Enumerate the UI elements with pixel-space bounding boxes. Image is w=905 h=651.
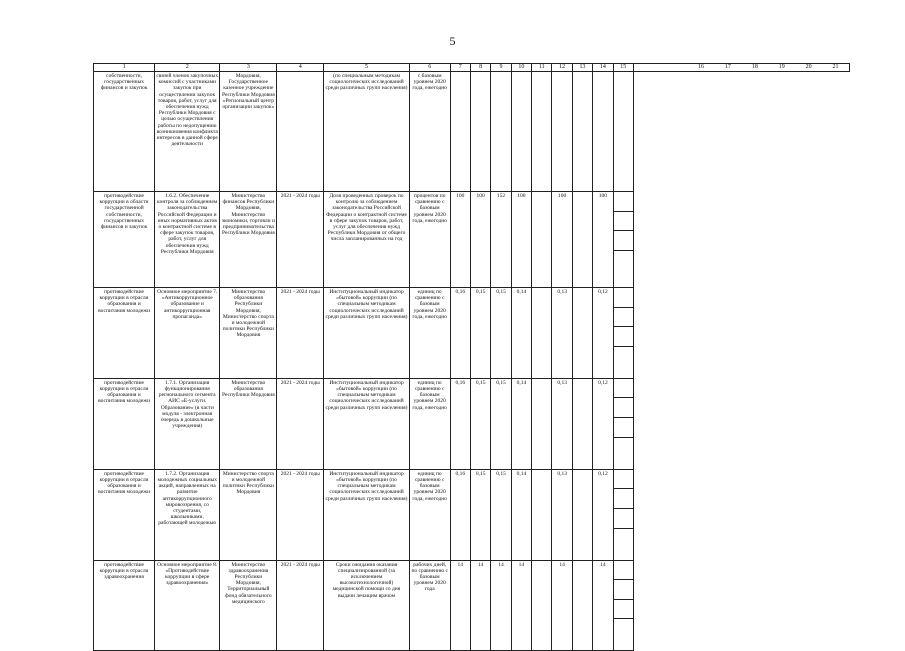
indicator-value xyxy=(511,72,531,192)
finance-cell xyxy=(613,192,633,288)
column-header: 4 xyxy=(277,64,324,72)
column-header: 19 xyxy=(778,64,785,70)
finance-table xyxy=(614,379,634,469)
column-header: 14 xyxy=(593,64,613,72)
cell-c4: 2021 - 2024 годы xyxy=(277,288,324,379)
indicator-value xyxy=(593,72,613,192)
indicator-value: 0,14 xyxy=(511,378,531,469)
finance-table xyxy=(614,561,634,651)
indicator-value: 100 xyxy=(552,192,572,288)
cell-c1: противодействие коррупции в области государственной собственности, государственных финансов и закупок xyxy=(94,192,155,288)
indicator-value xyxy=(572,378,592,469)
indicator-value: 0,14 xyxy=(511,469,531,560)
finance-row xyxy=(614,489,634,509)
indicator-value: 0,14 xyxy=(511,288,531,379)
indicator-value: 0,13 xyxy=(552,378,572,469)
cell-c2: Основное мероприятие 8. «Противодействие коррупции в сфере здравоохранения» xyxy=(155,560,220,651)
cell-c5: (по специальным методикам социологических исследований среди различных групп населения) xyxy=(324,72,410,192)
cell-c6: единиц по сравнению с базовым уровнем 2020 года, ежегодно xyxy=(409,469,450,560)
cell-c4 xyxy=(277,72,324,192)
finance-row xyxy=(614,508,634,528)
finance-table xyxy=(614,288,634,378)
indicator-value: 0,12 xyxy=(593,288,613,379)
indicator-value: 100 xyxy=(511,192,531,288)
cell-c2: 1.7.2. Организация молодежных социальных акций, направленных на развитие антикоррупционного мировоззрения, со студентами, школьниками, работающей молодежью xyxy=(155,469,220,560)
indicator-value: 0,12 xyxy=(593,378,613,469)
cell-c3: Министерство спорта и молодежной политики Республики Мордовия xyxy=(220,469,277,560)
indicator-value: 100 xyxy=(450,192,470,288)
column-header: 18 xyxy=(751,64,758,70)
finance-cell xyxy=(613,288,633,379)
indicator-value xyxy=(572,192,592,288)
indicator-value: 14 xyxy=(491,560,511,651)
column-header: 13 xyxy=(572,64,592,72)
column-header: 2 xyxy=(155,64,220,72)
indicator-value: 14 xyxy=(450,560,470,651)
indicator-value xyxy=(532,378,552,469)
cell-c6: с базовым уровнем 2020 года, ежегодно xyxy=(409,72,450,192)
indicator-value xyxy=(470,72,490,192)
column-header: 10 xyxy=(511,64,531,72)
indicator-value: 152 xyxy=(491,192,511,288)
finance-cell xyxy=(613,560,633,651)
finance-row xyxy=(614,580,634,600)
cell-c4: 2021 - 2024 годы xyxy=(277,192,324,288)
cell-c6: единиц по сравнению с базовым уровнем 2020 года, ежегодно xyxy=(409,378,450,469)
finance-row xyxy=(614,561,634,580)
finance-row xyxy=(614,288,634,307)
cell-c2: Основное мероприятие 7. «Антикоррупционное образование и антикоррупционная пропаганда» xyxy=(155,288,220,379)
cell-c2: 1.6.2. Обеспечение контроля за соблюдением законодательства Российской Федерации и иных нормативных актов о контрактной системе в сфере закупок товаров, работ, услуг для обеспечения нужд Республики Мордовия xyxy=(155,192,220,288)
finance-header-cell xyxy=(633,64,849,72)
column-header: 16 xyxy=(698,64,704,70)
cell-c2: связей членов закупочных комиссий с участниками закупок при осуществлении закупок товаров, работ, услуг для обеспечения нужд Республики Мордовия с целью осуществления работы по недопущению возникновения конфликта интересов в данной сфере деятельности xyxy=(155,72,220,192)
indicator-value: 14 xyxy=(470,560,490,651)
cell-c6: рабочих дней, по сравнению с базовым уровнем 2020 года xyxy=(409,560,450,651)
finance-cell xyxy=(613,72,633,192)
indicator-value: 0,13 xyxy=(552,288,572,379)
indicator-value: 100 xyxy=(593,192,613,288)
indicator-value xyxy=(532,560,552,651)
finance-row xyxy=(614,528,634,560)
indicator-value xyxy=(572,72,592,192)
finance-row xyxy=(614,437,634,469)
cell-c4: 2021 - 2024 годы xyxy=(277,469,324,560)
table-row xyxy=(94,288,850,379)
program-table xyxy=(93,63,850,651)
indicator-value: 100 xyxy=(470,192,490,288)
cell-c5: Институциональный индикатор «бытовой» коррупции (по специальным методикам социологических исследований среди различных групп населения) xyxy=(324,288,410,379)
cell-c5: Доля проведенных проверок по контролю за соблюдением законодательства Российской Федерации о контрактной системе в сфере закупок товаров, работ, услуг для обеспечения нужд Республики Мордовия от общего числа запланированных на год xyxy=(324,192,410,288)
finance-row xyxy=(614,418,634,438)
finance-cell xyxy=(613,469,633,560)
column-header: 6 xyxy=(409,64,450,72)
table-row xyxy=(94,72,850,192)
column-header: 20 xyxy=(805,64,812,70)
column-header: 12 xyxy=(552,64,572,72)
finance-row xyxy=(614,599,634,619)
indicator-value: 0,16 xyxy=(450,378,470,469)
indicator-value: 0,15 xyxy=(470,288,490,379)
indicator-value: 14 xyxy=(511,560,531,651)
finance-row xyxy=(614,398,634,418)
cell-c1: собственности, государственных финансов и закупок xyxy=(94,72,155,192)
indicator-value: 0,15 xyxy=(470,378,490,469)
indicator-value xyxy=(532,469,552,560)
indicator-value: 14 xyxy=(552,560,572,651)
cell-c1: противодействие коррупции в отрасли образования и воспитания молодежи xyxy=(94,288,155,379)
indicator-value: 0,15 xyxy=(491,469,511,560)
cell-c1: противодействие коррупции в отрасли образования и воспитания молодежи xyxy=(94,469,155,560)
cell-c4: 2021 - 2024 годы xyxy=(277,378,324,469)
cell-c5: Сроки ожидания оказания специализированной (за исключением высокотехнологичной) медицинской помощи со дня выдачи лечащим врачом xyxy=(324,560,410,651)
indicator-value: 0,15 xyxy=(470,469,490,560)
finance-row xyxy=(614,72,634,103)
finance-row xyxy=(614,379,634,398)
indicator-value xyxy=(491,72,511,192)
indicator-value xyxy=(450,72,470,192)
column-header: 9 xyxy=(491,64,511,72)
cell-c6: процентов по сравнению с базовым уровнем 2020 года, ежегодно xyxy=(409,192,450,288)
column-header: 21 xyxy=(832,64,839,70)
finance-row xyxy=(614,192,634,211)
finance-row xyxy=(614,307,634,327)
table-row xyxy=(94,469,850,560)
indicator-value xyxy=(532,288,552,379)
indicator-value: 0,15 xyxy=(491,288,511,379)
table-row xyxy=(94,560,850,651)
finance-table xyxy=(614,72,634,103)
column-header: 8 xyxy=(470,64,490,72)
indicator-value xyxy=(532,72,552,192)
indicator-value: 0,15 xyxy=(491,378,511,469)
column-header: 3 xyxy=(220,64,277,72)
indicator-value: 0,12 xyxy=(593,469,613,560)
column-header: 7 xyxy=(450,64,470,72)
cell-c4: 2021 - 2024 годы xyxy=(277,560,324,651)
indicator-value: 0,13 xyxy=(552,469,572,560)
finance-table xyxy=(614,470,634,560)
cell-c2: 1.7.1. Организация функционирования регионального сегмента АИС «Е-услуги. Образование» (в части модуля - электронная очередь в дошкольные учреждения) xyxy=(155,378,220,469)
cell-c3: Мордовия, Государственное казенное учреждение Республики Мордовия «Региональный центр организации закупок» xyxy=(220,72,277,192)
finance-row xyxy=(614,250,634,282)
table-row xyxy=(94,378,850,469)
indicator-value: 0,16 xyxy=(450,288,470,379)
cell-c1: противодействие коррупции в отрасли здравоохранения xyxy=(94,560,155,651)
column-header: 17 xyxy=(724,64,731,70)
finance-cell xyxy=(613,378,633,469)
indicator-value: 0,16 xyxy=(450,469,470,560)
page-number: 5 xyxy=(449,34,456,48)
column-header: 5 xyxy=(324,64,410,72)
indicator-value xyxy=(552,72,572,192)
finance-table xyxy=(614,192,634,282)
cell-c5: Институциональный индикатор «бытовой» коррупции (по специальным методикам социологических исследований среди различных групп населения) xyxy=(324,378,410,469)
column-header: 1 xyxy=(94,64,155,72)
indicator-value xyxy=(572,560,592,651)
column-header: 15 xyxy=(613,64,633,72)
cell-c3: Министерство здравоохранения Республики Мордовия, Территориальный фонд обязательного медицинского xyxy=(220,560,277,651)
cell-c3: Министерство финансов Республики Мордовия, Министерство экономики, торговли и предпринимательства Республики Мордовия xyxy=(220,192,277,288)
finance-header-table xyxy=(634,64,849,71)
indicator-value xyxy=(572,288,592,379)
cell-c6: единиц по сравнению с базовым уровнем 2020 года, ежегодно xyxy=(409,288,450,379)
cell-c1: противодействие коррупции в отрасли образования и воспитания молодежи xyxy=(94,378,155,469)
cell-c3: Министерство образования Республики Мордовия xyxy=(220,378,277,469)
header-row xyxy=(94,64,850,72)
finance-row xyxy=(614,346,634,378)
indicator-value: 14 xyxy=(593,560,613,651)
table-row xyxy=(94,192,850,288)
finance-row xyxy=(614,231,634,251)
indicator-value xyxy=(532,192,552,288)
cell-c3: Министерство образования Республики Мордовия, Министерство спорта и молодежной политики Республики Мордовия xyxy=(220,288,277,379)
finance-row xyxy=(614,211,634,231)
finance-row xyxy=(614,470,634,489)
cell-c5: Институциональный индикатор «бытовой» коррупции (по специальным методикам социологических исследований среди различных групп населения) xyxy=(324,469,410,560)
column-header: 11 xyxy=(532,64,552,72)
finance-row xyxy=(614,327,634,347)
finance-row xyxy=(614,619,634,651)
indicator-value xyxy=(572,469,592,560)
